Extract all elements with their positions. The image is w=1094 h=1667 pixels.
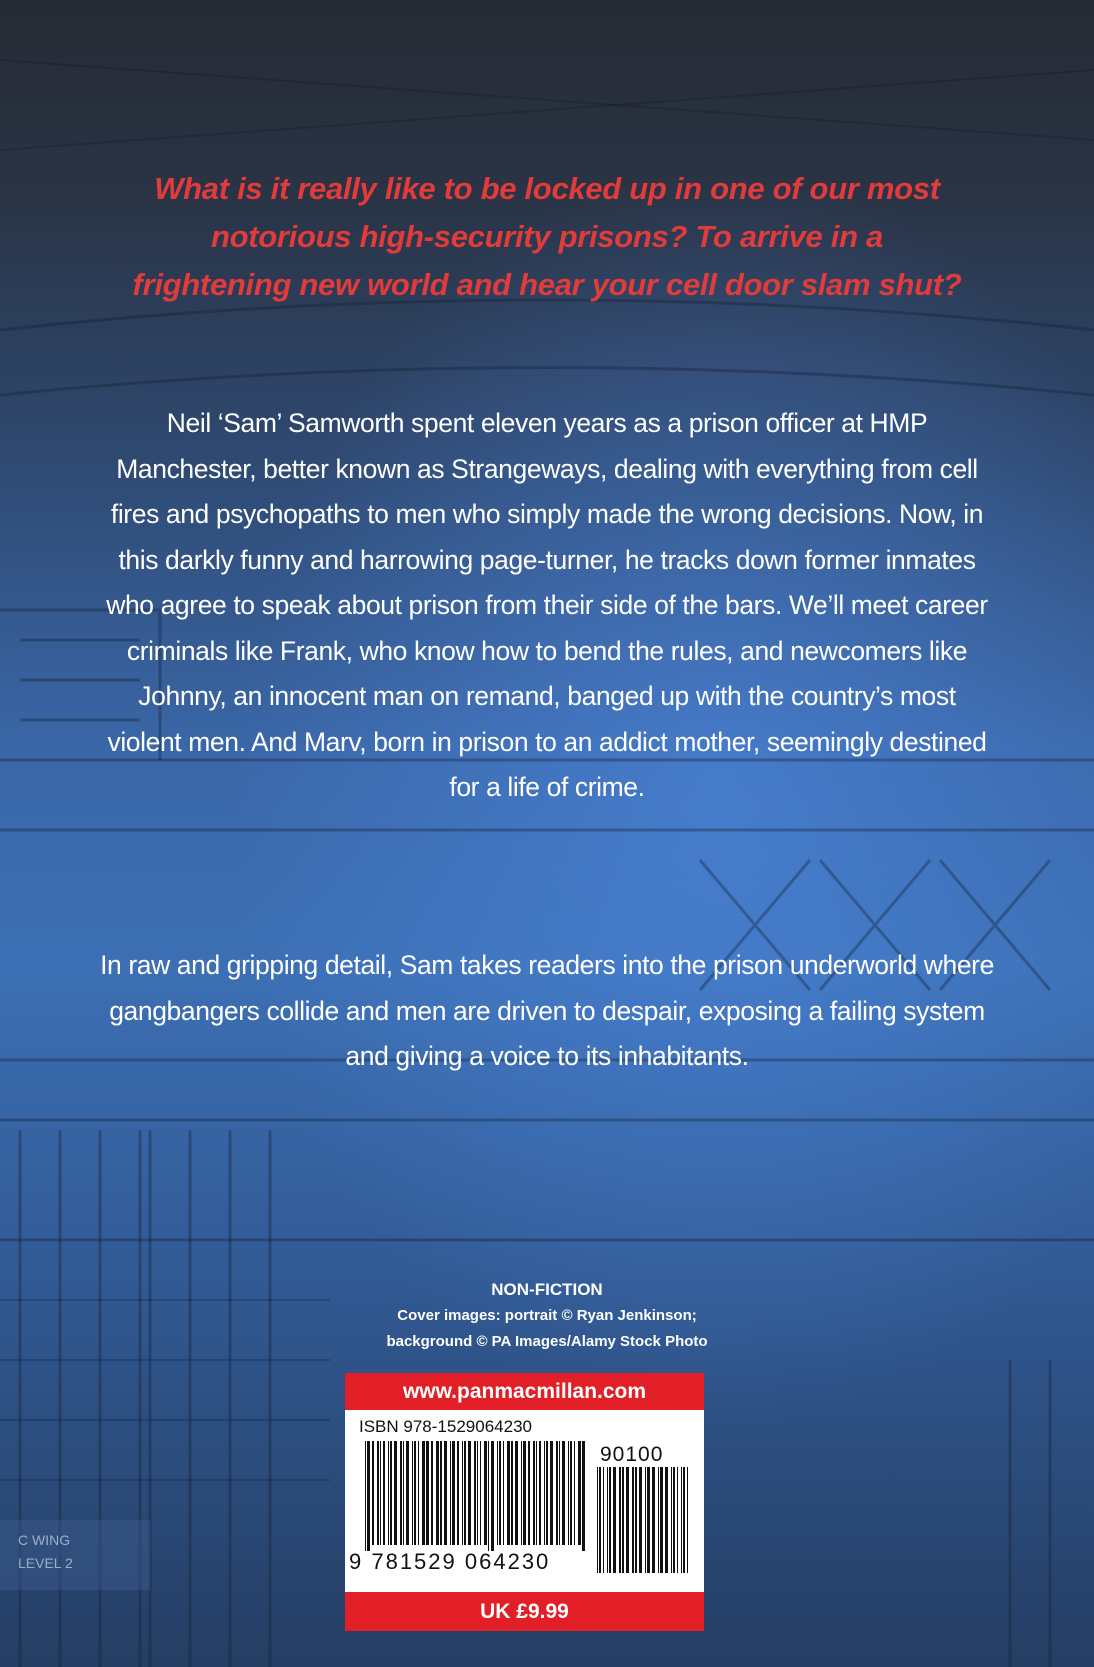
svg-text:LEVEL 2: LEVEL 2 bbox=[18, 1555, 73, 1571]
price-label: UK £9.99 bbox=[345, 1592, 704, 1631]
tagline: What is it really like to be locked up in one of our most notorious high-security prisons? To arrive in a frightening new world and hear your cell door slam shut? bbox=[132, 171, 962, 302]
genre-label: NON-FICTION bbox=[491, 1280, 603, 1299]
addon-barcode-icon bbox=[597, 1467, 693, 1579]
blurb-paragraph-2: In raw and gripping detail, Sam takes readers into the prison underworld where gangbangers collide and men are driven to despair, exposing a failing system and giving a voice to its inhabitants. bbox=[100, 950, 994, 1071]
isbn-label: ISBN 978-1529064230 bbox=[359, 1417, 532, 1436]
barcode-panel bbox=[345, 1373, 704, 1631]
barcode-icon bbox=[365, 1441, 589, 1551]
publisher-url[interactable]: www.panmacmillan.com bbox=[345, 1373, 704, 1410]
credits bbox=[340, 1277, 754, 1355]
blurb-paragraph-1: Neil ‘Sam’ Samworth spent eleven years as a prison officer at HMP Manchester, better known as Strangeways, dealing with everything from cell fires and psychopaths to men who simply made the wrong decisions. Now, in this darkly funny and harrowing page-turner, he tracks down former inmates who agree to speak about prison from their side of the bars. We’ll meet career criminals like Frank, who know how to bend the rules, and newcomers like Johnny, an innocent man on remand, banged up with the country’s most violent men. And Marv, born in prison to an addict mother, seemingly destined for a life of crime. bbox=[106, 408, 988, 802]
svg-text:C WING: C WING bbox=[18, 1532, 71, 1548]
isbn-digits: 9 781529 064230 bbox=[349, 1549, 551, 1574]
credit-line-1: Cover images: portrait © Ryan Jenkinson; bbox=[397, 1307, 697, 1324]
price-code: 90100 bbox=[600, 1443, 664, 1466]
credit-line-2: background © PA Images/Alamy Stock Photo bbox=[386, 1333, 708, 1350]
